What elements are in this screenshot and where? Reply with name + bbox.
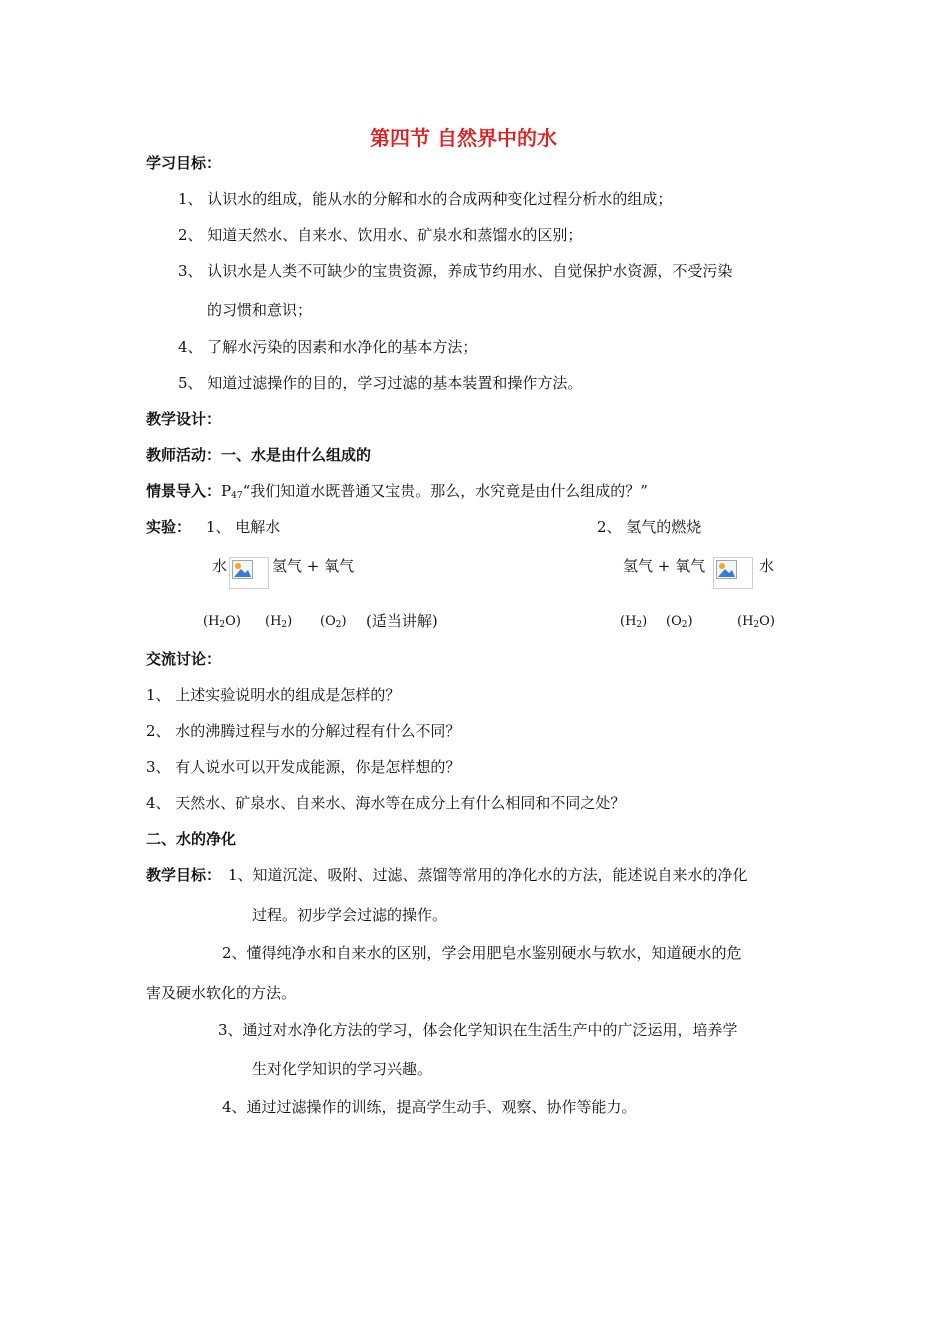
intro-text: “我们知道水既普通又宝贵。那么，水究竟是由什么组成的？” bbox=[242, 482, 648, 500]
purify-goals-label: 教学目标： bbox=[146, 866, 222, 884]
discussion-item-2: 2、 水的沸腾过程与水的分解过程有什么不同？ bbox=[146, 722, 461, 740]
explain-note: (适当讲解) bbox=[366, 612, 438, 630]
page-title: 第四节 自然界中的水 bbox=[370, 126, 557, 150]
equation-1-left: 水 bbox=[212, 557, 228, 575]
experiment-1: 1、 电解水 bbox=[206, 518, 281, 536]
purify-goal-3: 3、通过对水净化方法的学习，体会化学知识在生活生产中的广泛运用，培养学 bbox=[218, 1021, 738, 1039]
discussion-heading: 交流讨论： bbox=[146, 650, 222, 668]
purify-heading: 二、水的净化 bbox=[146, 830, 237, 848]
goal-item-2: 2、 知道天然水、自来水、饮用水、矿泉水和蒸馏水的区别； bbox=[178, 226, 583, 244]
discussion-item-1: 1、 上述实验说明水的组成是怎样的？ bbox=[146, 686, 401, 704]
intro-line bbox=[146, 484, 648, 501]
goal-item-5: 5、 知道过滤操作的目的，学习过滤的基本装置和操作方法。 bbox=[178, 374, 583, 392]
goal-item-4: 4、 了解水污染的因素和水净化的基本方法； bbox=[178, 338, 478, 356]
purify-goal-3-cont: 生对化学知识的学习兴趣。 bbox=[252, 1060, 433, 1078]
formula-h2-1: $(H_2)$ bbox=[265, 614, 293, 630]
design-heading: 教学设计： bbox=[146, 410, 222, 428]
experiment-2: 2、 氢气的燃烧 bbox=[597, 518, 702, 536]
purify-goal-1-cont: 过程。初步学会过滤的操作。 bbox=[252, 906, 448, 924]
discussion-item-4: 4、 天然水、矿泉水、自来水、海水等在成分上有什么相同和不同之处？ bbox=[146, 794, 626, 812]
discussion-item-3: 3、 有人说水可以开发成能源，你是怎样想的？ bbox=[146, 758, 461, 776]
goal-item-3-cont: 的习惯和意识； bbox=[207, 301, 313, 319]
formula-o2-1: $(O_2)$ bbox=[320, 614, 347, 630]
purify-goal-2: 2、懂得纯净水和自来水的区别，学会用肥皂水鉴别硬水与软水，知道硬水的危 bbox=[222, 944, 742, 962]
intro-page-number: 47 bbox=[231, 491, 243, 501]
intro-page-ref: P bbox=[221, 482, 232, 500]
equation-1-right: 氢气 + 氧气 bbox=[272, 557, 355, 575]
equation-2-left: 氢气 + 氧气 bbox=[623, 557, 706, 575]
goal-item-3: 3、 认识水是人类不可缺少的宝贵资源，养成节约用水、自觉保护水资源，不受污染 bbox=[178, 262, 733, 280]
goals-heading: 学习目标： bbox=[146, 154, 222, 172]
image-placeholder-icon bbox=[713, 557, 753, 589]
image-placeholder-icon bbox=[229, 557, 269, 589]
teacher-activity-heading: 教师活动：一、水是由什么组成的 bbox=[146, 446, 372, 464]
purify-goal-2-cont: 害及硬水软化的方法。 bbox=[146, 984, 297, 1002]
formula-o2-2: $(O_2)$ bbox=[666, 614, 693, 630]
formula-h2o-1: $(H_2O)$ bbox=[203, 614, 241, 630]
purify-goal-4: 4、通过过滤操作的训练，提高学生动手、观察、协作等能力。 bbox=[222, 1098, 637, 1116]
purify-goal-1: 1、知道沉淀、吸附、过滤、蒸馏等常用的净化水的方法，能述说自来水的净化 bbox=[228, 866, 748, 884]
formula-h2o-2: $(H_2O)$ bbox=[737, 614, 775, 630]
intro-label: 情景导入： bbox=[146, 482, 222, 500]
equation-2-right: 水 bbox=[759, 557, 775, 575]
formula-h2-2: $(H_2)$ bbox=[620, 614, 648, 630]
experiment-label: 实验： bbox=[146, 518, 192, 536]
goal-item-1: 1、 认识水的组成，能从水的分解和水的合成两种变化过程分析水的组成； bbox=[178, 190, 673, 208]
